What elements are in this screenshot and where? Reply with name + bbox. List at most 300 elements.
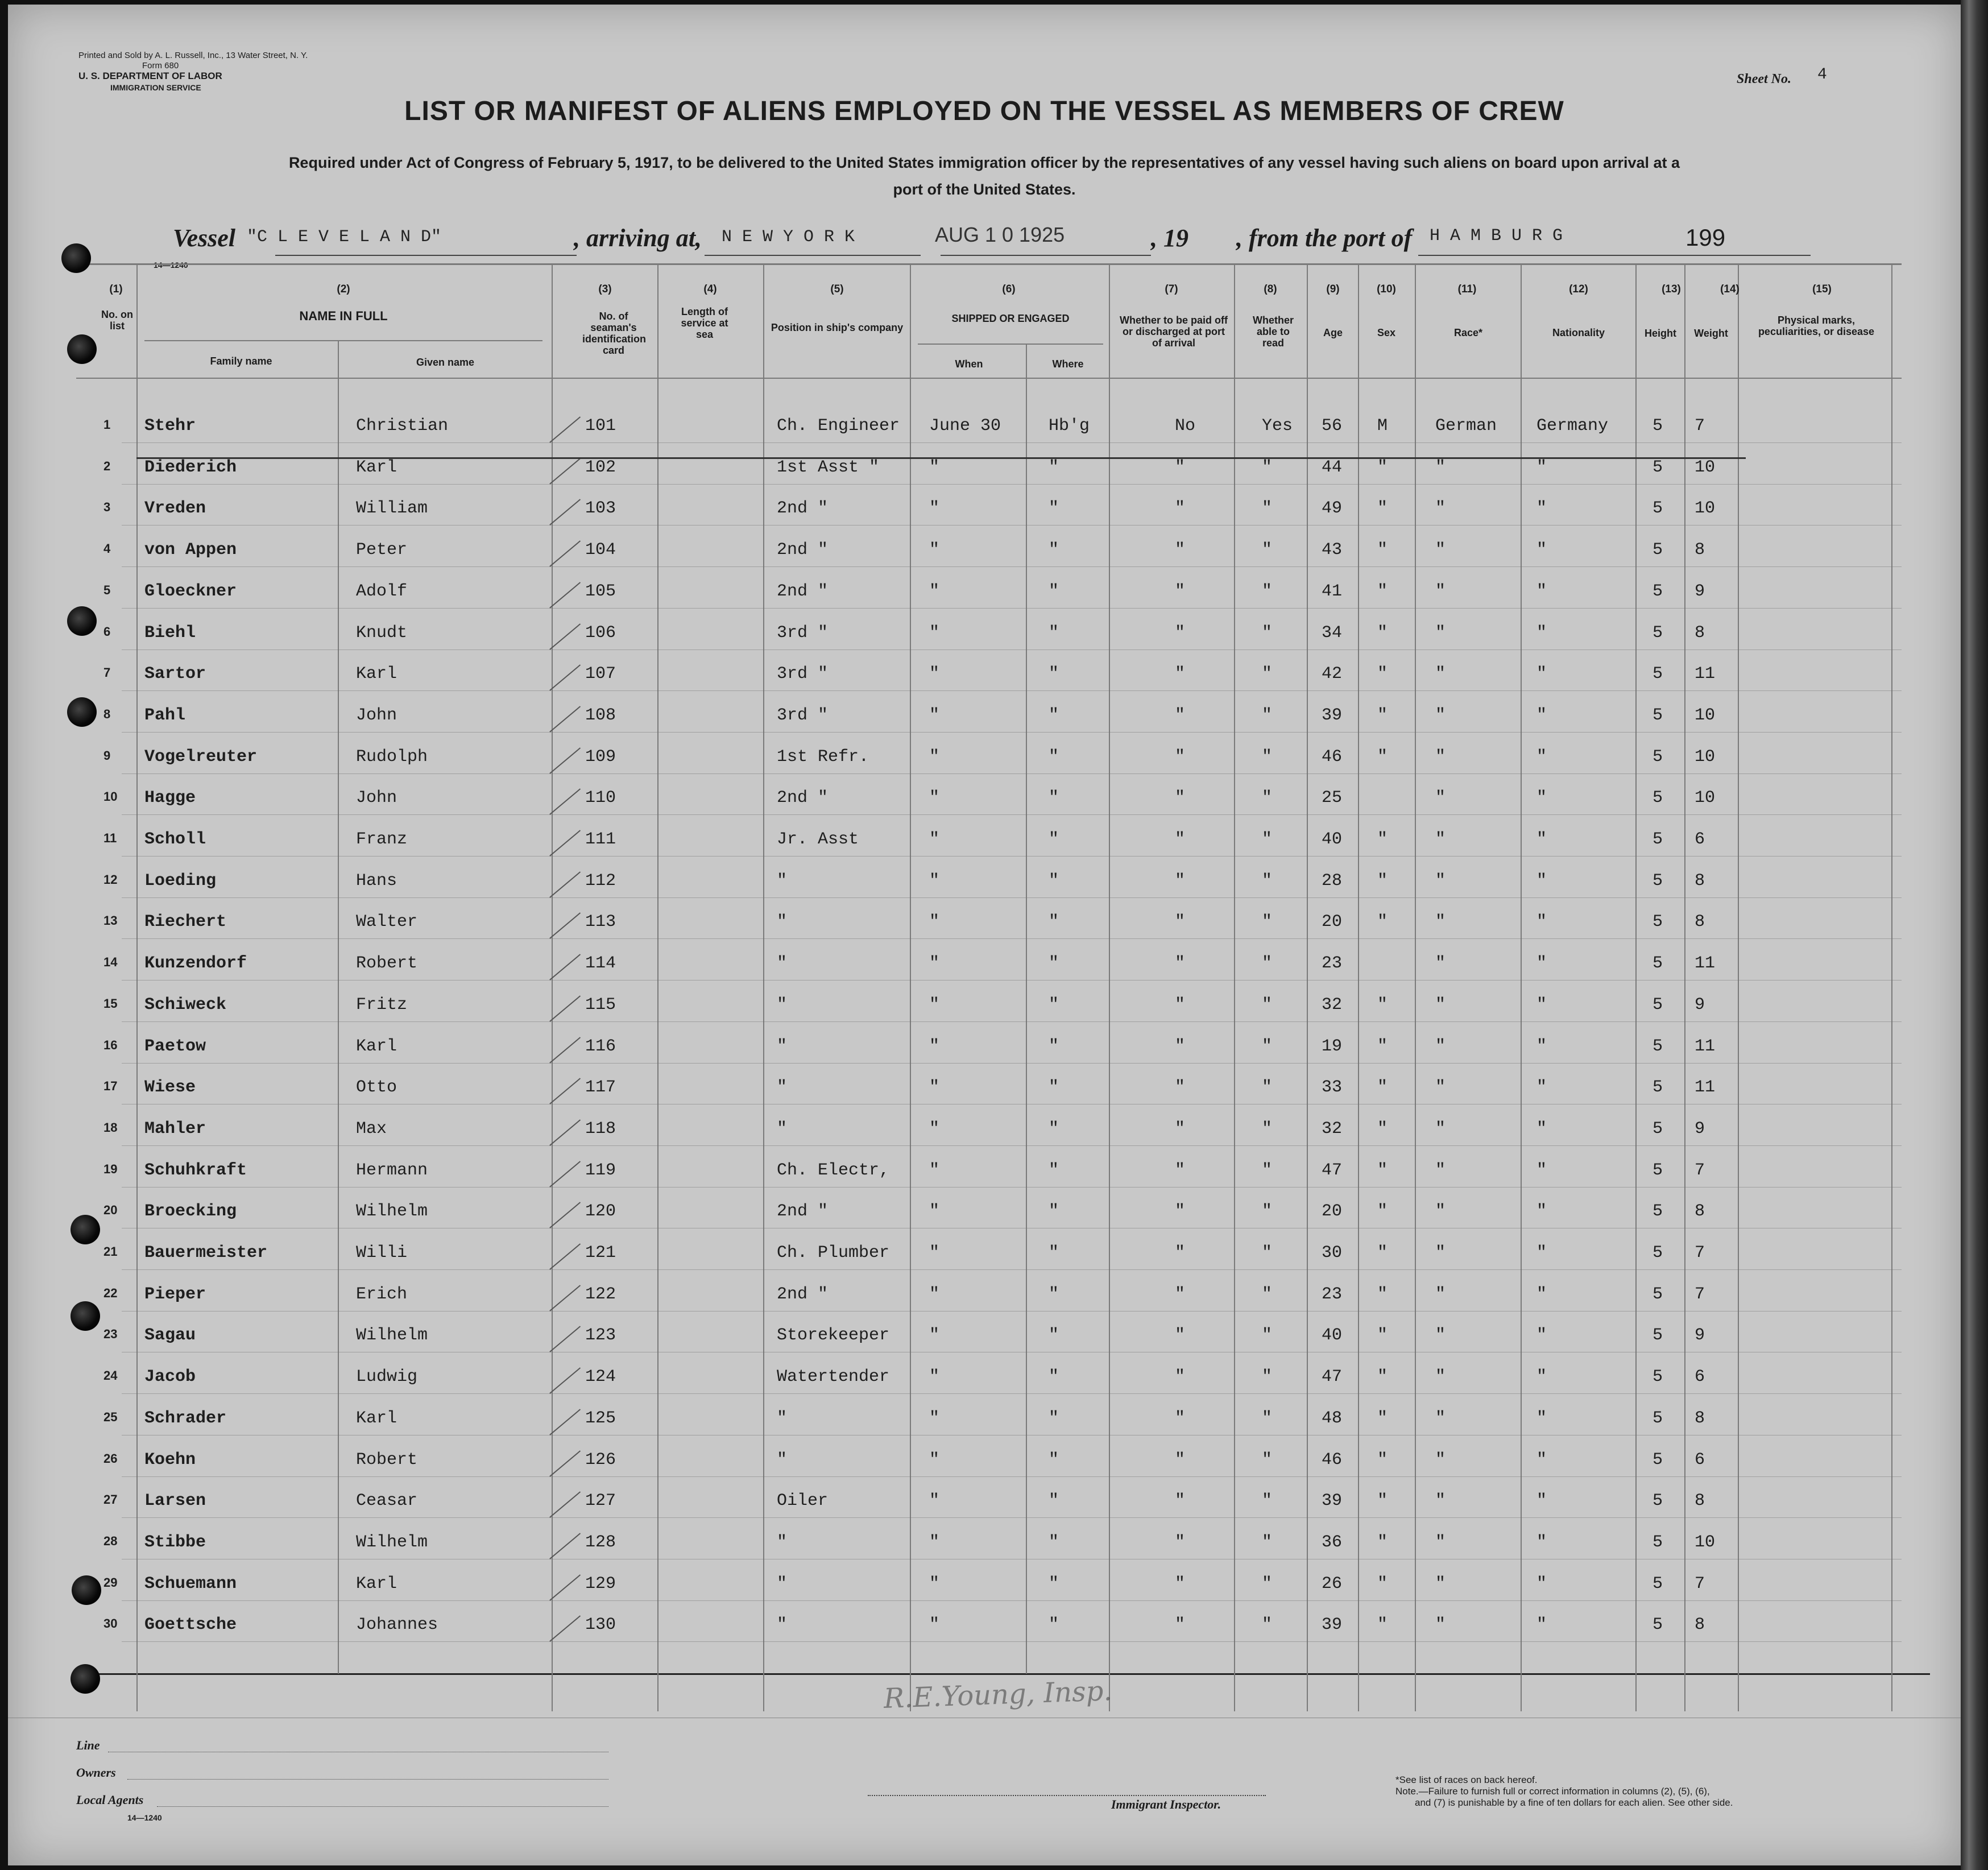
row-rule	[122, 484, 1902, 485]
height-cell: 5	[1652, 706, 1663, 725]
manifest-title: LIST OR MANIFEST OF ALIENS EMPLOYED ON THE VESSEL AS MEMBERS OF CREW	[404, 96, 1564, 126]
id-card-cell: 120	[585, 1202, 616, 1221]
id-card-cell: 130	[585, 1615, 616, 1635]
race-cell: "	[1435, 1202, 1446, 1221]
family-name-cell: Vreden	[144, 499, 206, 518]
colnum-6: (6)	[1002, 283, 1016, 295]
when-cell: "	[929, 623, 940, 643]
race-cell: "	[1435, 1491, 1446, 1511]
where-cell: "	[1049, 747, 1059, 767]
colnum-5: (5)	[830, 283, 844, 295]
table-row	[8, 1037, 1961, 1060]
race-cell: "	[1435, 1037, 1446, 1056]
given-name-cell: Walter	[356, 912, 418, 932]
paid-off-cell: "	[1175, 623, 1186, 643]
binder-hole	[67, 334, 97, 364]
id-card-cell: 111	[585, 830, 616, 849]
where-cell: "	[1049, 664, 1059, 684]
when-cell: "	[929, 1119, 940, 1139]
height-cell: 5	[1652, 1078, 1663, 1097]
id-card-cell: 101	[585, 416, 616, 436]
race-cell: "	[1435, 540, 1446, 560]
position-cell: 3rd "	[777, 664, 829, 684]
local-agents-field	[157, 1806, 608, 1807]
when-cell: "	[929, 1615, 940, 1635]
height-cell: 5	[1652, 540, 1663, 560]
id-card-cell: 103	[585, 499, 616, 518]
nationality-cell: "	[1536, 706, 1547, 725]
colnum-15: (15)	[1812, 283, 1832, 295]
sheet-number: 4	[1817, 66, 1827, 84]
row-rule	[122, 649, 1902, 650]
when-cell: "	[929, 747, 940, 767]
where-cell: "	[1049, 871, 1059, 891]
race-cell: "	[1435, 1161, 1446, 1180]
row-number: 24	[103, 1368, 118, 1383]
header-height: Height	[1645, 328, 1676, 339]
check-mark-icon	[539, 693, 581, 733]
row-rule	[122, 856, 1902, 857]
weight-cell: 8	[1695, 1615, 1705, 1635]
where-cell: "	[1049, 1161, 1059, 1180]
race-cell: "	[1435, 1078, 1446, 1097]
paid-off-cell: "	[1175, 706, 1186, 725]
id-card-cell: 127	[585, 1491, 616, 1511]
weight-cell: 8	[1695, 912, 1705, 932]
sex-cell: "	[1377, 1078, 1388, 1097]
row-number: 9	[103, 748, 111, 763]
when-cell: "	[929, 499, 940, 518]
row-number: 29	[103, 1575, 118, 1590]
id-card-cell: 108	[585, 706, 616, 725]
able-read-cell: "	[1262, 912, 1273, 932]
given-name-cell: Johannes	[356, 1615, 438, 1635]
where-cell: "	[1049, 1533, 1059, 1552]
able-read-cell: "	[1262, 458, 1273, 477]
position-cell: "	[777, 912, 788, 932]
sex-cell: "	[1377, 1326, 1388, 1345]
family-name-cell: Broecking	[144, 1202, 237, 1221]
check-mark-icon	[539, 1106, 581, 1146]
given-name-cell: Otto	[356, 1078, 397, 1097]
when-cell: "	[929, 995, 940, 1015]
check-mark-icon	[539, 527, 581, 567]
given-name-cell: Hermann	[356, 1161, 428, 1180]
colnum-9: (9)	[1326, 283, 1340, 295]
paid-off-cell: "	[1175, 1491, 1186, 1511]
vessel-name: "C L E V E L A N D"	[247, 227, 442, 247]
weight-cell: 7	[1695, 1161, 1705, 1180]
binder-hole	[71, 1301, 100, 1331]
nationality-cell: "	[1536, 1574, 1547, 1594]
table-row	[8, 582, 1961, 605]
race-cell: "	[1435, 1326, 1446, 1345]
check-mark-icon	[539, 1437, 581, 1477]
family-name-cell: Sagau	[144, 1326, 196, 1345]
able-read-cell: "	[1262, 1615, 1273, 1635]
able-read-cell: "	[1262, 623, 1273, 643]
given-name-cell: Knudt	[356, 623, 408, 643]
able-read-cell: "	[1262, 582, 1273, 601]
weight-cell: 10	[1695, 747, 1716, 767]
able-read-cell: "	[1262, 1078, 1273, 1097]
family-name-cell: Stehr	[144, 416, 196, 436]
table-row	[8, 788, 1961, 811]
table-row	[8, 912, 1961, 935]
age-cell: 47	[1322, 1161, 1343, 1180]
row-number: 6	[103, 624, 111, 639]
header-name-in-full: NAME IN FULL	[299, 309, 388, 323]
when-cell: "	[929, 788, 940, 808]
where-cell: "	[1049, 1119, 1059, 1139]
binder-hole	[72, 1575, 101, 1605]
paid-off-cell: "	[1175, 747, 1186, 767]
colnum-4: (4)	[703, 283, 717, 295]
row-rule	[122, 1269, 1902, 1270]
row-number: 30	[103, 1616, 118, 1631]
binder-hole	[71, 1664, 100, 1694]
age-cell: 46	[1322, 747, 1343, 767]
given-name-cell: John	[356, 788, 397, 808]
table-top-border	[76, 263, 1902, 265]
check-mark-icon	[539, 445, 581, 485]
row-rule	[122, 1187, 1902, 1188]
race-cell: "	[1435, 788, 1446, 808]
paid-off-cell: "	[1175, 1037, 1186, 1056]
sex-cell: "	[1377, 912, 1388, 932]
check-mark-icon	[539, 1520, 581, 1559]
able-read-cell: "	[1262, 706, 1273, 725]
family-name-cell: Vogelreuter	[144, 747, 258, 767]
age-cell: 28	[1322, 871, 1343, 891]
height-cell: 5	[1652, 1367, 1663, 1387]
age-cell: 40	[1322, 830, 1343, 849]
given-name-cell: Wilhelm	[356, 1202, 428, 1221]
sex-cell: "	[1377, 1037, 1388, 1056]
family-name-cell: Gloeckner	[144, 582, 237, 601]
nationality-cell: "	[1536, 1409, 1547, 1428]
weight-cell: 11	[1695, 954, 1716, 973]
from-port-label: , from the port of	[1236, 224, 1413, 252]
header-when: When	[955, 358, 983, 370]
row-rule	[122, 1063, 1902, 1064]
family-name-cell: Wiese	[144, 1078, 196, 1097]
age-cell: 41	[1322, 582, 1343, 601]
when-cell: "	[929, 1243, 940, 1263]
nationality-cell: "	[1536, 664, 1547, 684]
age-cell: 48	[1322, 1409, 1343, 1428]
age-cell: 20	[1322, 912, 1343, 932]
header-length-service: Length of service at sea	[681, 306, 728, 340]
row-rule	[122, 442, 1902, 443]
age-cell: 42	[1322, 664, 1343, 684]
age-cell: 47	[1322, 1367, 1343, 1387]
id-card-cell: 121	[585, 1243, 616, 1263]
position-cell: "	[777, 954, 788, 973]
paid-off-cell: "	[1175, 582, 1186, 601]
when-cell: "	[929, 830, 940, 849]
header-given-name: Given name	[416, 357, 475, 368]
given-name-cell: Wilhelm	[356, 1326, 428, 1345]
able-read-cell: "	[1262, 1409, 1273, 1428]
paid-off-cell: "	[1175, 499, 1186, 518]
nationality-cell: "	[1536, 1491, 1547, 1511]
where-cell: "	[1049, 830, 1059, 849]
table-row	[8, 1409, 1961, 1432]
family-name-cell: Diederich	[144, 458, 237, 477]
nationality-cell: "	[1536, 830, 1547, 849]
nationality-cell: "	[1536, 1367, 1547, 1387]
position-cell: 2nd "	[777, 1285, 829, 1304]
nationality-cell: "	[1536, 458, 1547, 477]
position-cell: "	[777, 1409, 788, 1428]
race-cell: "	[1435, 1119, 1446, 1139]
sex-cell: M	[1377, 416, 1388, 436]
row-number: 11	[103, 831, 117, 845]
paid-off-cell: "	[1175, 871, 1186, 891]
arriving-label: , arriving at,	[574, 224, 702, 252]
given-name-cell: Karl	[356, 458, 397, 477]
id-card-cell: 119	[585, 1161, 616, 1180]
nationality-cell: "	[1536, 1119, 1547, 1139]
height-cell: 5	[1652, 1491, 1663, 1511]
sex-cell: "	[1377, 747, 1388, 767]
table-row	[8, 1243, 1961, 1266]
check-mark-icon	[539, 1230, 581, 1270]
sex-cell: "	[1377, 582, 1388, 601]
row-rule	[122, 1600, 1902, 1601]
paid-off-cell: "	[1175, 1078, 1186, 1097]
row-number: 7	[103, 665, 111, 680]
age-cell: 49	[1322, 499, 1343, 518]
row-rule	[122, 897, 1902, 898]
row-rule	[122, 1476, 1902, 1477]
family-name-cell: Bauermeister	[144, 1243, 268, 1263]
check-mark-icon	[539, 1024, 581, 1064]
race-cell: "	[1435, 1367, 1446, 1387]
given-name-cell: Rudolph	[356, 747, 428, 767]
family-name-cell: Goettsche	[144, 1615, 237, 1635]
able-read-cell: "	[1262, 1574, 1273, 1594]
check-mark-icon	[539, 610, 581, 650]
position-cell: "	[777, 1533, 788, 1552]
where-cell: "	[1049, 912, 1059, 932]
sex-cell: "	[1377, 1574, 1388, 1594]
where-cell: "	[1049, 1037, 1059, 1056]
given-name-cell: Ludwig	[356, 1367, 418, 1387]
nationality-cell: "	[1536, 871, 1547, 891]
when-cell: "	[929, 582, 940, 601]
able-read-cell: "	[1262, 1202, 1273, 1221]
table-row	[8, 747, 1961, 770]
age-cell: 30	[1322, 1243, 1343, 1263]
family-name-cell: Mahler	[144, 1119, 206, 1139]
form-code-top: 14—1240	[154, 260, 188, 270]
position-cell: 2nd "	[777, 582, 829, 601]
able-read-cell: "	[1262, 830, 1273, 849]
nationality-cell: "	[1536, 1326, 1547, 1345]
manifest-sheet	[8, 5, 1961, 1865]
inspector-label: Immigrant Inspector.	[1111, 1797, 1221, 1811]
able-read-cell: "	[1262, 1326, 1273, 1345]
age-cell: 25	[1322, 788, 1343, 808]
where-cell: "	[1049, 1491, 1059, 1511]
sex-cell: "	[1377, 1285, 1388, 1304]
position-cell: 1st Refr.	[777, 747, 869, 767]
race-cell: "	[1435, 499, 1446, 518]
header-shipped: SHIPPED OR ENGAGED	[951, 313, 1070, 324]
check-mark-icon	[539, 486, 581, 526]
given-name-cell: Hans	[356, 871, 397, 891]
race-cell: "	[1435, 747, 1446, 767]
when-cell: "	[929, 1078, 940, 1097]
height-cell: 5	[1652, 1243, 1663, 1263]
header-nationality: Nationality	[1552, 327, 1605, 338]
shipped-subheader-line	[918, 344, 1103, 345]
id-card-cell: 128	[585, 1533, 616, 1552]
able-read-cell: "	[1262, 540, 1273, 560]
height-cell: 5	[1652, 1615, 1663, 1635]
height-cell: 5	[1652, 995, 1663, 1015]
family-name-cell: Kunzendorf	[144, 954, 247, 973]
nationality-cell: "	[1536, 1533, 1547, 1552]
where-cell: "	[1049, 706, 1059, 725]
where-cell: "	[1049, 623, 1059, 643]
race-cell: "	[1435, 1615, 1446, 1635]
port-underline	[705, 255, 921, 256]
family-name-cell: Schiweck	[144, 995, 227, 1015]
weight-cell: 8	[1695, 1202, 1705, 1221]
printer-imprint: Printed and Sold by A. L. Russell, Inc., 13 Water Street, N. Y.	[78, 51, 308, 60]
able-read-cell: "	[1262, 1533, 1273, 1552]
age-cell: 56	[1322, 416, 1343, 436]
position-cell: Watertender	[777, 1367, 890, 1387]
weight-cell: 10	[1695, 788, 1716, 808]
nationality-cell: "	[1536, 1243, 1547, 1263]
height-cell: 5	[1652, 830, 1663, 849]
position-cell: 3rd "	[777, 623, 829, 643]
sex-cell: "	[1377, 1533, 1388, 1552]
weight-cell: 10	[1695, 1533, 1716, 1552]
race-cell: "	[1435, 582, 1446, 601]
note-fine-1: Note.—Failure to furnish full or correct information in columns (2), (5), (6),	[1395, 1786, 1710, 1797]
weight-cell: 11	[1695, 664, 1716, 684]
vessel-underline	[275, 255, 577, 256]
row-rule	[122, 732, 1902, 733]
check-mark-icon	[539, 941, 581, 980]
when-cell: "	[929, 1450, 940, 1470]
weight-cell: 9	[1695, 995, 1705, 1015]
given-name-cell: Adolf	[356, 582, 408, 601]
age-cell: 46	[1322, 1450, 1343, 1470]
sex-cell: "	[1377, 664, 1388, 684]
row-number: 2	[103, 459, 111, 473]
where-cell: "	[1049, 1285, 1059, 1304]
sex-cell: "	[1377, 1243, 1388, 1263]
age-cell: 39	[1322, 1615, 1343, 1635]
row-rule	[122, 608, 1902, 609]
family-name-cell: Larsen	[144, 1491, 206, 1511]
height-cell: 5	[1652, 1119, 1663, 1139]
row-number: 5	[103, 583, 111, 597]
table-row	[8, 1202, 1961, 1224]
weight-cell: 9	[1695, 582, 1705, 601]
position-cell: Jr. Asst	[777, 830, 859, 849]
binder-hole	[67, 606, 97, 636]
table-row	[8, 1491, 1961, 1514]
sex-cell: "	[1377, 1119, 1388, 1139]
sex-cell: "	[1377, 540, 1388, 560]
header-where: Where	[1052, 358, 1084, 370]
nationality-cell: "	[1536, 1285, 1547, 1304]
manifest-subtitle-2: port of the United States.	[893, 181, 1076, 198]
paid-off-cell: "	[1175, 1202, 1186, 1221]
height-cell: 5	[1652, 1533, 1663, 1552]
row-rule	[122, 1393, 1902, 1394]
colnum-8: (8)	[1264, 283, 1277, 295]
header-family-name: Family name	[210, 355, 272, 367]
able-read-cell: "	[1262, 1491, 1273, 1511]
race-cell: "	[1435, 954, 1446, 973]
weight-cell: 7	[1695, 1243, 1705, 1263]
height-cell: 5	[1652, 954, 1663, 973]
manifest-subtitle-1: Required under Act of Congress of February 5, 1917, to be delivered to the United States immigration officer by the representatives of any vessel having such aliens on board upon arrival at a	[288, 154, 1680, 171]
position-cell: 2nd "	[777, 499, 829, 518]
stamp-number: 199	[1685, 224, 1726, 251]
table-row	[8, 1161, 1961, 1184]
able-read-cell: "	[1262, 1161, 1273, 1180]
row-number: 27	[103, 1492, 118, 1507]
table-row	[8, 540, 1961, 563]
row-rule	[122, 1021, 1902, 1022]
id-card-cell: 114	[585, 954, 616, 973]
table-row	[8, 1533, 1961, 1555]
weight-cell: 8	[1695, 623, 1705, 643]
row-number: 18	[103, 1120, 118, 1135]
position-cell: "	[777, 871, 788, 891]
binder-hole	[71, 1215, 100, 1244]
check-mark-icon	[539, 858, 581, 898]
table-row	[8, 499, 1961, 522]
given-name-cell: William	[356, 499, 428, 518]
sex-cell: "	[1377, 995, 1388, 1015]
weight-cell: 7	[1695, 416, 1705, 436]
check-mark-icon	[539, 1396, 581, 1435]
height-cell: 5	[1652, 416, 1663, 436]
id-card-cell: 126	[585, 1450, 616, 1470]
given-name-cell: Robert	[356, 1450, 418, 1470]
family-name-cell: Schrader	[144, 1409, 227, 1428]
weight-cell: 8	[1695, 871, 1705, 891]
colnum-11: (11)	[1457, 283, 1477, 295]
row-number: 8	[103, 707, 111, 721]
colnum-12: (12)	[1569, 283, 1588, 295]
check-mark-icon	[539, 1354, 581, 1394]
paid-off-cell: "	[1175, 954, 1186, 973]
given-name-cell: Robert	[356, 954, 418, 973]
header-race: Race*	[1453, 327, 1483, 338]
family-name-cell: Pahl	[144, 706, 186, 725]
row-rule	[122, 938, 1902, 939]
check-mark-icon	[539, 1313, 581, 1352]
given-name-cell: John	[356, 706, 397, 725]
paid-off-cell: "	[1175, 1450, 1186, 1470]
family-name-cell: Scholl	[144, 830, 206, 849]
vessel-label: Vessel	[173, 224, 235, 252]
where-cell: "	[1049, 1202, 1059, 1221]
sex-cell: "	[1377, 1367, 1388, 1387]
race-cell: "	[1435, 995, 1446, 1015]
